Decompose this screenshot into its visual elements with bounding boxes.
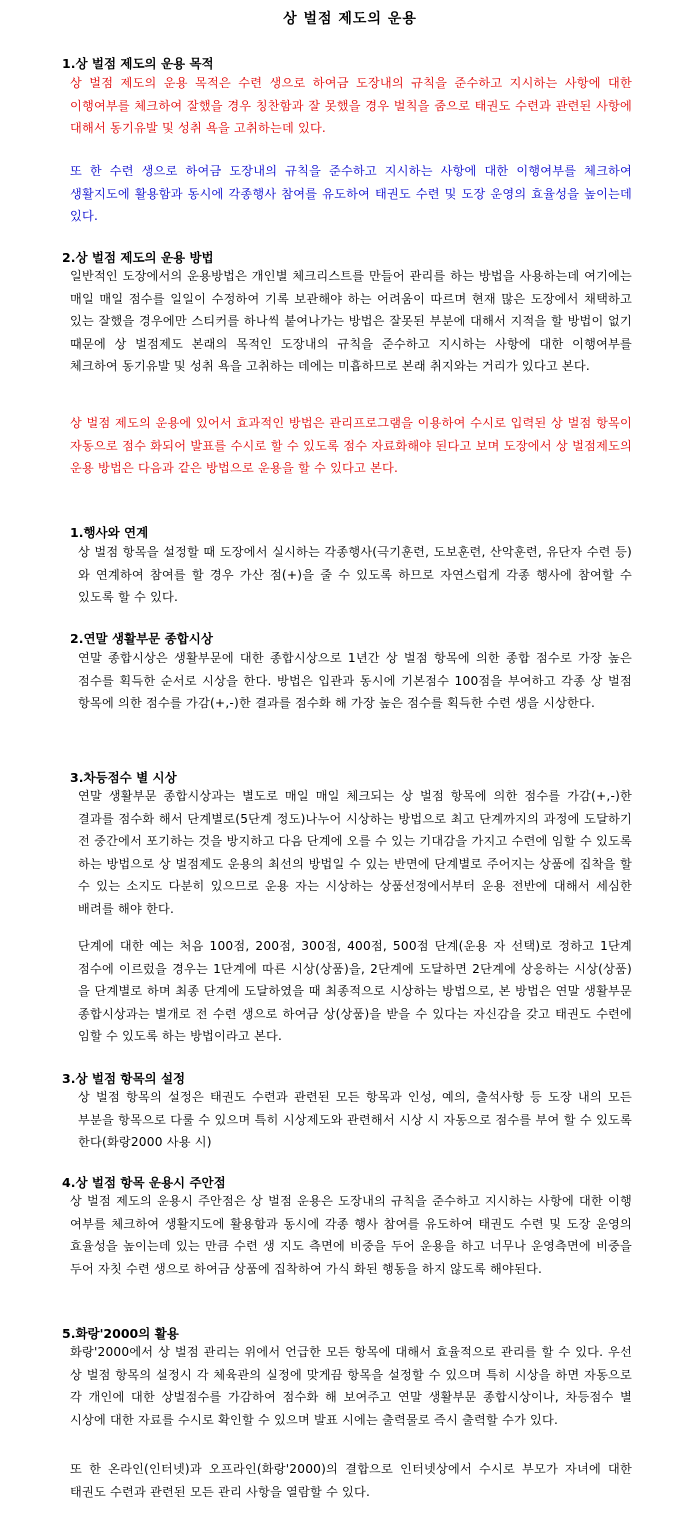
subsection-3-paragraph-2: 단계에 대한 예는 처음 100점, 200점, 300점, 400점, 500점 단계(운용 자 선택)로 정하고 1단계 점수에 이르렀을 경우는 1단계에 따른 시상(상품)을, 2단계에 도달하면 2단계에 상응하는 시상(상품)을 단계별로 하며 최종 단계에 도달하였을 때 최종적으로 시상하는 방법으로, 본 방법은 연말 생활부문 종합시상과는 별개로 전 수련 생으로 하여금 상(상품)을 받을 수 있다는 자신감을 갖고 태권도 수련에 임할 수 있도록 하는 방법이라고 본다. xyxy=(78,939,632,1044)
section-4-paragraph: 상 벌점 제도의 운용시 주안점은 상 벌점 운용은 도장내의 규칙을 준수하고 지시하는 사항에 대한 이행 여부를 체크하여 생활지도에 활용함과 동시에 각종 행사 참여를 유도하여 태권도 수련 및 도장 운영의 효율성을 높이는데 있는 만큼 수련 생 지도 측면에 비중을 두어 운용을 하고 너무나 운영측면에 비중을 두어 자칫 수련 생으로 하여금 상품에 집착하여 가식 화된 행동을 하지 않도록 해야된다. xyxy=(70,1194,632,1276)
section-5-paragraph-2: 또 한 온라인(인터넷)과 오프라인(화랑'2000)의 결합으로 인터넷상에서 수시로 부모가 자녀에 대한 태권도 수련과 관련된 모든 관리 사항을 열람할 수 있다. xyxy=(70,1462,632,1499)
section-3-heading: 3.상 벌점 항목의 설정 xyxy=(62,1071,186,1086)
subsection-2-paragraph: 연말 종합시상은 생활부문에 대한 종합시상으로 1년간 상 벌점 항목에 의한 종합 점수로 가장 높은 점수를 획득한 순서로 시상을 한다. 방법은 입관과 동시에 기본점수 100점을 부여하고 각종 상 벌점 항목에 의한 점수를 가감(+,-)한 결과를 점수화 해 가장 높은 점수를 획득한 수련 생을 시상한다. xyxy=(78,651,632,711)
section-2-paragraph-1: 일반적인 도장에서의 운용방법은 개인별 체크리스트를 만들어 관리를 하는 방법을 사용하는데 여기에는 매일 매일 점수를 일일이 수정하여 기록 보관해야 하는 어려움이 따르며 현재 많은 도장에서 채택하고 있는 잘했을 경우에만 스티커를 하나씩 붙여나가는 방법은 잘못된 부분에 대해서 지적을 할 방법이 없기 때문에 상 벌점제도 본래의 목적인 도장내의 규칙을 준수하고 지시하는 사항에 대한 이행여부를 체크하여 동기유발 및 성취 욕을 고취하는 데에는 미흡하므로 본래 취지와는 거리가 있다고 본다. xyxy=(70,269,632,374)
section-2-heading: 2.상 벌점 제도의 운용 방법 xyxy=(62,250,214,265)
section-5-paragraph-1: 화랑'2000에서 상 벌점 관리는 위에서 언급한 모든 항목에 대해서 효율적으로 관리를 할 수 있다. 우선 상 벌점 항목의 설정시 각 체육관의 실정에 맞게끔 항목을 설정할 수 있으며 특히 시상을 하면 자동으로 각 개인에 대한 상벌점수를 가감하여 점수화 해 보여주고 연말 생활부문 종합시상이나, 차등점수 별 시상에 대한 자료를 수시로 확인할 수 있으며 발표 시에는 출력물로 즉시 출력할 수가 있다. xyxy=(70,1345,632,1427)
section-4-heading: 4.상 벌점 항목 운용시 주안점 xyxy=(62,1175,226,1190)
subsection-2-heading: 2.연말 생활부문 종합시상 xyxy=(70,631,213,646)
subsection-3-heading: 3.차등점수 별 시상 xyxy=(70,770,177,785)
section-1-heading: 1.상 벌점 제도의 운용 목적 xyxy=(62,56,214,71)
document-title: 상 벌점 제도의 운용 xyxy=(283,11,417,27)
subsection-1-heading: 1.행사와 연계 xyxy=(70,525,149,540)
section-1-paragraph-1: 상 벌점 제도의 운용 목적은 수련 생으로 하여금 도장내의 규칙을 준수하고 지시하는 사항에 대한 이행여부를 체크하여 잘했을 경우 칭찬함과 잘 못했을 경우 벌칙을 줌으로 태권도 수련과 관련된 사항에 대해서 동기유발 및 성취 욕을 고취하는데 있다. xyxy=(70,76,632,136)
section-1-paragraph-2: 또 한 수련 생으로 하여금 도장내의 규칙을 준수하고 지시하는 사항에 대한 이행여부를 체크하여 생활지도에 활용함과 동시에 각종행사 참여를 유도하여 태권도 수련 및 도장 운영의 효율성을 높이는데 있다. xyxy=(70,164,632,224)
subsection-1-paragraph: 상 벌점 항목을 설정할 때 도장에서 실시하는 각종행사(극기훈련, 도보훈련, 산악훈련, 유단자 수련 등)와 연계하여 참여를 할 경우 가산 점(+)을 줄 수 있도록 하므로 자연스럽게 각종 행사에 참여할 수 있도록 할 수 있다. xyxy=(78,545,632,605)
section-2-paragraph-2: 상 벌점 제도의 운용에 있어서 효과적인 방법은 관리프로그램을 이용하여 수시로 입력된 상 벌점 항목이 자동으로 점수 화되어 발표를 수시로 할 수 있도록 점수 자료화해야 된다고 보며 도장에서 상 벌점제도의 운용 방법은 다음과 같은 방법으로 운용을 할 수 있다고 본다. xyxy=(70,416,632,476)
subsection-3-paragraph-1: 연말 생활부문 종합시상과는 별도로 매일 매일 체크되는 상 벌점 항목에 의한 점수를 가감(+,-)한 결과를 점수화 해서 단계별로(5단계 정도)나누어 시상하는 방법으로 최고 단계까지의 과정에 도달하기 전 중간에서 포기하는 것을 방지하고 다음 단계에 오를 수 있는 기대감을 가지고 수련에 임할 수 있도록 하는 방법으로 상 벌점제도 운용의 최선의 방법일 수 있는 반면에 단계별로 주어지는 상품에 집착을 할 수 있는 소지도 다분히 있으므로 운용 자는 시상하는 상품선정에서부터 운용 전반에 대해서 세심한 배려를 해야 한다. xyxy=(78,789,632,916)
section-5-heading: 5.화랑'2000의 활용 xyxy=(62,1326,179,1341)
section-3-paragraph: 상 벌점 항목의 설정은 태권도 수련과 관련된 모든 항목과 인성, 예의, 출석사항 등 도장 내의 모든 부분을 항목으로 다룰 수 있으며 특히 시상제도와 관련해서 시상 시 자동으로 점수를 부여 할 수 있도록 한다(화랑2000 사용 시) xyxy=(78,1090,632,1150)
